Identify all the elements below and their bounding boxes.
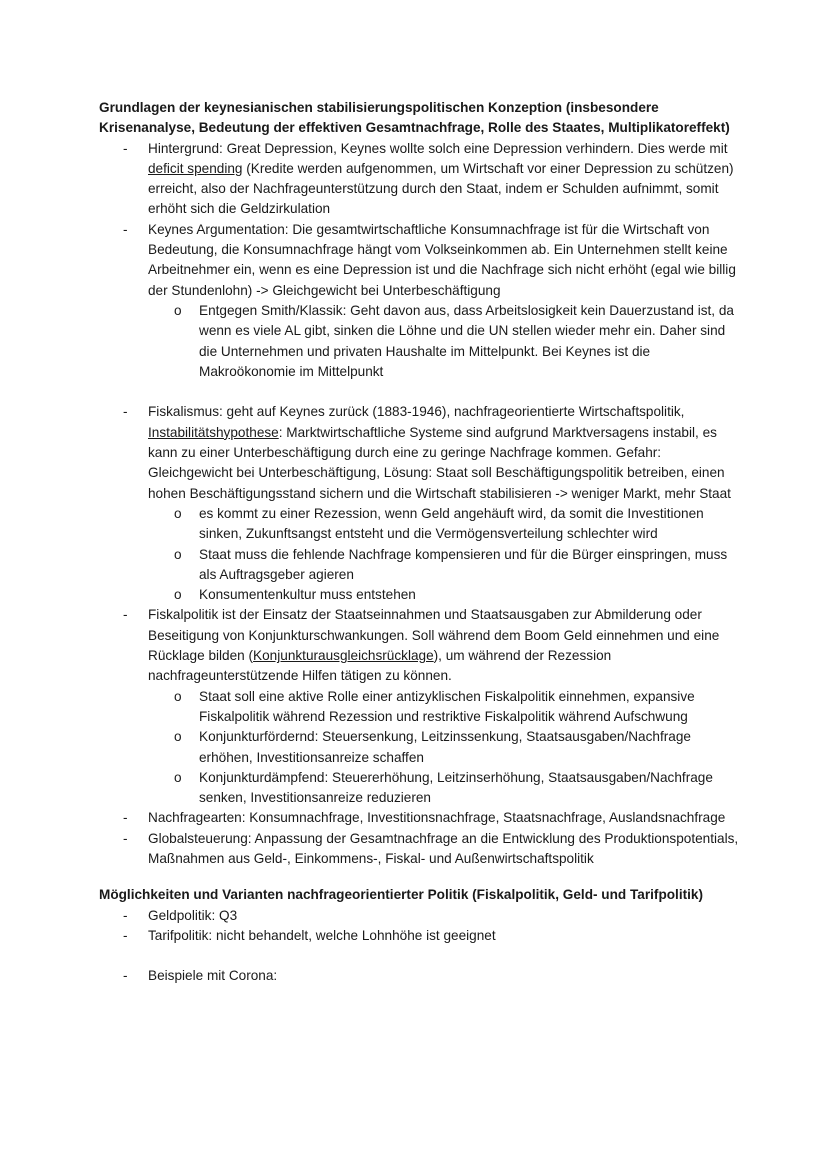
list-item-fiskalismus (99, 402, 739, 503)
list-item-hintergrund (99, 139, 739, 220)
section-heading-keynes: Grundlagen der keynesianischen stabilisierungspolitischen Konzeption (insbesondere Krisenanalyse, Bedeutung der effektiven Gesamtnachfrage, Rolle des Staates, Multiplikatoreffekt) (99, 100, 730, 136)
circle-bullet-marker: o (174, 546, 182, 562)
circle-bullet-marker: o (174, 505, 182, 521)
circle-bullet-marker: o (174, 729, 182, 745)
sub-item-smith-klassik (99, 301, 739, 382)
dash-marker: - (123, 810, 128, 826)
sub-item-konjunkturfoerdernd (99, 727, 739, 768)
spacer (99, 869, 739, 885)
item-text: Keynes Argumentation: Die gesamtwirtschaftliche Konsumnachfrage ist für die Wirtschaft von Bedeutung, die Konsumnachfrage hängt vom Volkseinkommen ab. Ein Unternehmen stellt keine Arbeitnehmer ein, wenn es eine Depression ist und die Nachfrage sich nicht erhöht (egal wie billig der Stundenlohn) -> Gleichgewicht bei Unterbeschäftigung (148, 221, 736, 298)
sub-item-rezession (99, 504, 739, 545)
sub-item-text: Konjunkturfördernd: Steuersenkung, Leitzinssenkung, Staatsausgaben/Nachfrage erhöhen, Investitionsanreize schaffen (199, 729, 691, 765)
item-text: ), um während der Rezession nachfrageunterstützende Hilfen tätigen zu können. (148, 648, 612, 684)
item-text: Globalsteuerung: Anpassung der Gesamtnachfrage an die Entwicklung des Produktionspotentials, Maßnahmen aus Geld-, Einkommens-, Fiskal- und Außenwirtschaftspolitik (148, 830, 739, 866)
dash-marker: - (123, 221, 128, 237)
circle-bullet-marker: o (174, 302, 182, 318)
dash-marker: - (123, 830, 128, 846)
dash-marker: - (123, 927, 128, 943)
item-text: Nachfragearten: Konsumnachfrage, Investitionsnachfrage, Staatsnachfrage, Auslandsnachfrage (148, 810, 726, 826)
spacer (99, 946, 739, 966)
sub-item-text: Staat soll eine aktive Rolle einer antizyklischen Fiskalpolitik einnehmen, expansive Fiskalpolitik während Rezession und restriktive Fiskalpolitik während Aufschwung (199, 688, 695, 724)
underlined-term-konjunkturausgleichsruecklage: Konjunkturausgleichsrücklage (253, 648, 434, 664)
sub-item-antizyklisch (99, 687, 739, 728)
list-item-fiskalpolitik (99, 605, 739, 686)
dash-marker: - (123, 607, 128, 623)
document-body (99, 98, 739, 987)
list-item-nachfragearten (99, 808, 739, 828)
sub-item-text: Konsumentenkultur muss entstehen (199, 587, 416, 603)
underlined-term-instabilitaetshypothese: Instabilitätshypothese (148, 424, 279, 440)
dash-marker: - (123, 907, 128, 923)
list-item-geldpolitik (99, 906, 739, 926)
sub-item-text: Entgegen Smith/Klassik: Geht davon aus, dass Arbeitslosigkeit kein Dauerzustand ist, da wenn es viele AL gibt, sinken die Löhne und die UN stellen wieder mehr ein. Daher sind die Unternehmen und privaten Haushalte im Mittelpunkt. Bei Keynes ist die Makroökonomie im Mittelpunkt (199, 302, 734, 379)
sub-item-konjunkturdaempfend (99, 768, 739, 809)
sub-item-text: Staat muss die fehlende Nachfrage kompensieren und für die Bürger einspringen, muss als Auftragsgeber agieren (199, 546, 728, 582)
dash-marker: - (123, 968, 128, 984)
sub-item-konsumentenkultur (99, 585, 739, 605)
list-item-keynes-argumentation (99, 220, 739, 301)
sub-item-text: es kommt zu einer Rezession, wenn Geld angehäuft wird, da somit die Investitionen sinken, Zukunftsangst entsteht und die Vermögensverteilung schlechter wird (199, 505, 704, 542)
item-text: (Kredite werden aufgenommen, um Wirtschaft vor einer Depression zu schützen) erreicht, also der Nachfrageunterstützung durch den Staat, indem er Schulden aufnimmt, somit erhöht sich die Geldzirkulation (148, 160, 734, 217)
dash-marker: - (123, 140, 128, 156)
item-text: Hintergrund: Great Depression, Keynes wollte solch eine Depression verhindern. Dies werde mit (148, 140, 728, 156)
circle-bullet-marker: o (174, 587, 182, 603)
list-item-globalsteuerung (99, 829, 739, 870)
sub-item-text: Konjunkturdämpfend: Steuererhöhung, Leitzinserhöhung, Staatsausgaben/Nachfrage senken, Investitionsanreize reduzieren (199, 769, 713, 806)
item-text: Tarifpolitik: nicht behandelt, welche Lohnhöhe ist geeignet (148, 927, 496, 943)
item-text: Geldpolitik: Q3 (148, 907, 238, 923)
item-text: Fiskalpolitik ist der Einsatz der Staatseinnahmen und Staatsausgaben zur Abmilderung oder Beseitigung von Konjunkturschwankungen. Soll während dem Boom Geld einnehmen und eine Rücklage bilden ( (148, 607, 720, 664)
item-text: Beispiele mit Corona: (148, 968, 278, 984)
circle-bullet-marker: o (174, 688, 182, 704)
list-item-beispiele-corona (99, 966, 739, 986)
circle-bullet-marker: o (174, 769, 182, 785)
list-item-tarifpolitik (99, 926, 739, 946)
sub-item-staat-kompensieren (99, 545, 739, 586)
spacer (99, 382, 739, 402)
item-text: : Marktwirtschaftliche Systeme sind aufgrund Marktversagens instabil, es kann zu einer Unterbeschäftigung durch eine zu geringe Nachfrage kommen. Gefahr: Gleichgewicht bei Unterbeschäftigung, Lösung: Staat soll Beschäftigungspolitik betreiben, einen hohen Beschäftigungsstand sichern und die Wirtschaft stabilisieren -> weniger Markt, mehr Staat (148, 424, 731, 501)
item-text: Fiskalismus: geht auf Keynes zurück (1883-1946), nachfrageorientierte Wirtschaftspolitik, (148, 404, 685, 420)
dash-marker: - (123, 404, 128, 420)
section-heading-nachfragepolitik: Möglichkeiten und Varianten nachfrageorientierter Politik (Fiskalpolitik, Geld- und Tarifpolitik) (99, 887, 703, 903)
underlined-term-deficit-spending: deficit spending (148, 160, 243, 176)
